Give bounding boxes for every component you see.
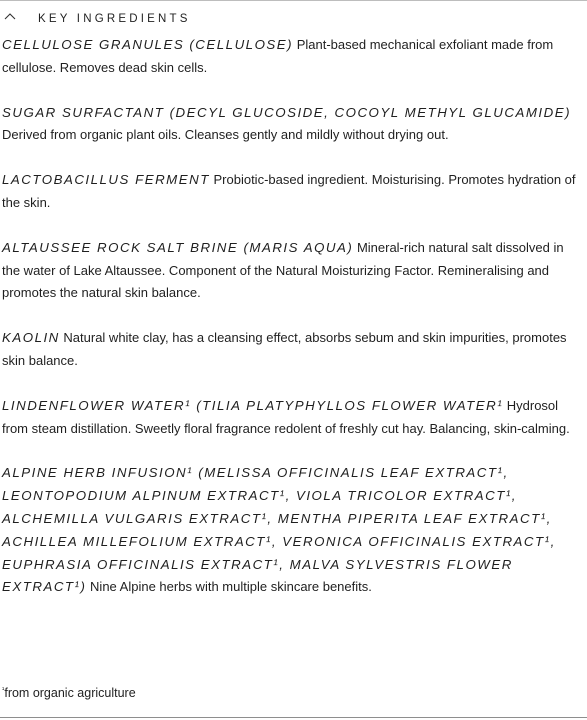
footnote-marker: ¹ <box>2 687 5 694</box>
key-ingredients-toggle[interactable] <box>0 1 587 35</box>
ingredient-description: Mineral-rich natural salt dissolved in the water of Lake Altaussee. Component of the Natural Moisturizing Factor. Remineralising and promotes the natural skin balance. <box>2 239 564 301</box>
footnote-text: from organic agriculture <box>4 686 136 700</box>
organic-footnote <box>2 682 136 702</box>
ingredient-description: Nine Alpine herbs with multiple skincare benefits. <box>90 579 372 595</box>
ingredient-item <box>2 34 582 80</box>
bottom-divider <box>0 717 587 718</box>
ingredient-description: Plant-based mechanical exfoliant made from cellulose. Removes dead skin cells. <box>2 37 554 75</box>
ingredient-item <box>2 237 582 305</box>
ingredient-name: ALTAUSSEE ROCK SALT BRINE (MARIS AQUA) <box>2 239 354 255</box>
ingredient-name: SUGAR SURFACTANT (DECYL GLUCOSIDE, COCOYL METHYL GLUCAMIDE) <box>2 104 571 120</box>
ingredient-item <box>2 462 582 599</box>
ingredient-name: LINDENFLOWER WATER¹ (TILIA PLATYPHYLLOS FLOWER WATER¹ <box>2 397 504 413</box>
ingredient-item <box>2 327 582 373</box>
ingredients-list <box>2 34 582 621</box>
ingredient-name: KAOLIN <box>2 330 60 346</box>
ingredient-description: Probiotic-based ingredient. Moisturising. Promotes hydration of the skin. <box>2 172 576 210</box>
ingredient-name: ALPINE HERB INFUSION¹ (MELISSA OFFICINALIS LEAF EXTRACT¹, LEONTOPODIUM ALPINUM EXTRACT¹, VIOLA TRICOLOR EXTRACT¹, ALCHEMILLA VULGARIS EXTRACT¹, MENTHA PIPERITA LEAF EXTRACT¹, ACHILLEA MILLEFOLIUM EXTRACT¹, VERONICA OFFICINALIS EXTRACT¹, EUPHRASIA OFFICINALIS EXTRACT¹, MALVA SYLVESTRIS FLOWER EXTRACT¹) <box>2 465 556 595</box>
ingredient-description: Derived from organic plant oils. Cleanses gently and mildly without drying out. <box>2 127 449 143</box>
ingredient-description: Hydrosol from steam distillation. Sweetly floral fragrance redolent of freshly cut hay. Balancing, skin-calming. <box>2 397 570 436</box>
chevron-up-icon <box>4 12 16 20</box>
ingredient-item <box>2 395 582 441</box>
section-title: KEY INGREDIENTS <box>38 13 191 25</box>
ingredient-description: Natural white clay, has a cleansing effect, absorbs sebum and skin impurities, promotes skin balance. <box>2 330 567 368</box>
ingredient-name: LACTOBACILLUS FERMENT <box>2 172 210 188</box>
ingredient-name: CELLULOSE GRANULES (CELLULOSE) <box>2 37 294 52</box>
ingredient-item <box>2 169 582 215</box>
ingredient-item <box>2 102 582 148</box>
